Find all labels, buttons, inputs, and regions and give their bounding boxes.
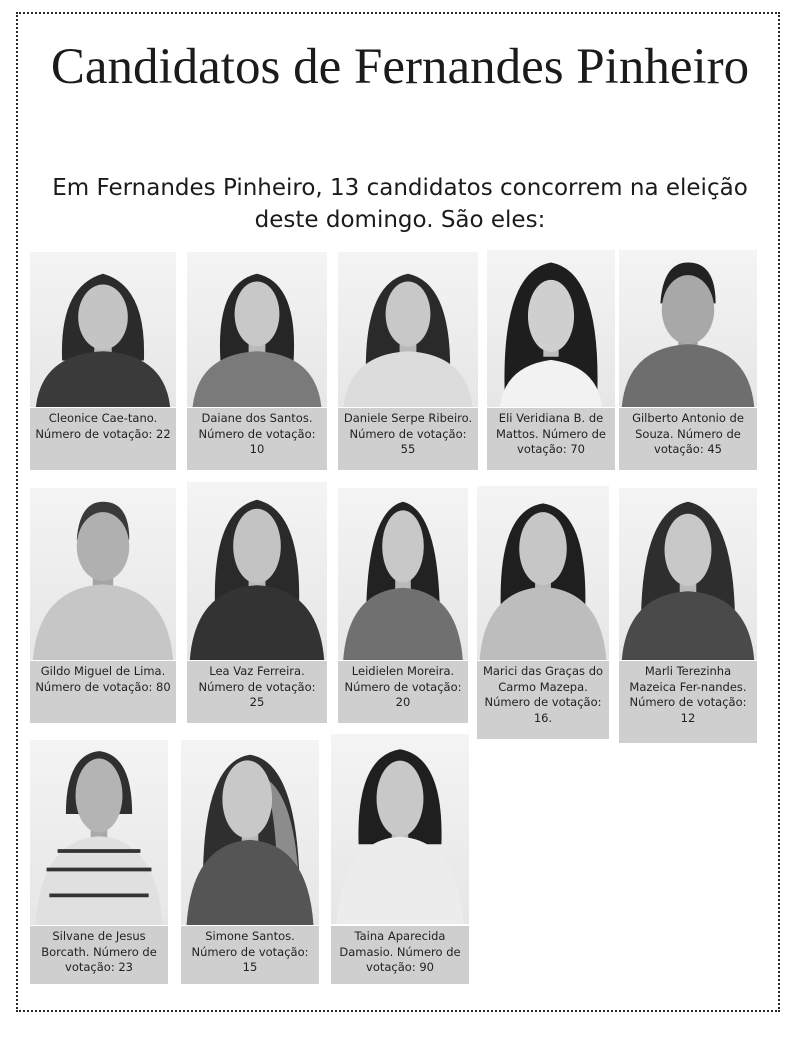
candidate-caption: Eli Veridiana B. de Mattos. Número de votação: 70 — [487, 408, 615, 470]
candidate-caption: Daiane dos Santos. Número de votação: 10 — [187, 408, 327, 470]
candidate-caption: Gilberto Antonio de Souza. Número de votação: 45 — [619, 408, 757, 470]
candidate-caption: Daniele Serpe Ribeiro. Número de votação: 55 — [338, 408, 478, 470]
candidate-caption: Marli Terezinha Mazeica Fer-nandes. Número de votação: 12 — [619, 661, 757, 743]
portrait-man-icon — [619, 250, 757, 407]
candidate-caption: Simone Santos. Número de votação: 15 — [181, 926, 319, 984]
portrait-woman-icon — [487, 250, 615, 407]
portrait-man-icon — [30, 488, 176, 660]
portrait-woman-icon — [30, 252, 176, 407]
candidate-caption: Silvane de Jesus Borcath. Número de votação: 23 — [30, 926, 168, 984]
candidate-caption: Gildo Miguel de Lima. Número de votação: 80 — [30, 661, 176, 723]
portrait-woman-icon — [187, 252, 327, 407]
portrait-woman-icon — [181, 740, 319, 925]
candidate-caption: Cleonice Cae-tano. Número de votação: 22 — [30, 408, 176, 470]
candidate-caption: Taina Aparecida Damasio. Número de votação: 90 — [331, 926, 469, 984]
candidate-caption: Leidielen Moreira. Número de votação: 20 — [338, 661, 468, 723]
portrait-woman-icon — [338, 488, 468, 660]
portrait-woman-icon — [477, 486, 609, 660]
page-title: Candidatos de Fernandes Pinheiro — [50, 39, 750, 95]
page-subtitle: Em Fernandes Pinheiro, 13 candidatos concorrem na eleição deste domingo. São eles: — [52, 175, 748, 233]
portrait-woman-icon — [187, 482, 327, 660]
candidate-caption: Marici das Graças do Carmo Mazepa. Número de votação: 16. — [477, 661, 609, 739]
portrait-woman-icon — [619, 488, 757, 660]
portrait-woman-icon — [331, 734, 469, 924]
portrait-woman-icon — [338, 252, 478, 407]
portrait-woman-icon — [30, 740, 168, 925]
candidate-caption: Lea Vaz Ferreira. Número de votação: 25 — [187, 661, 327, 723]
